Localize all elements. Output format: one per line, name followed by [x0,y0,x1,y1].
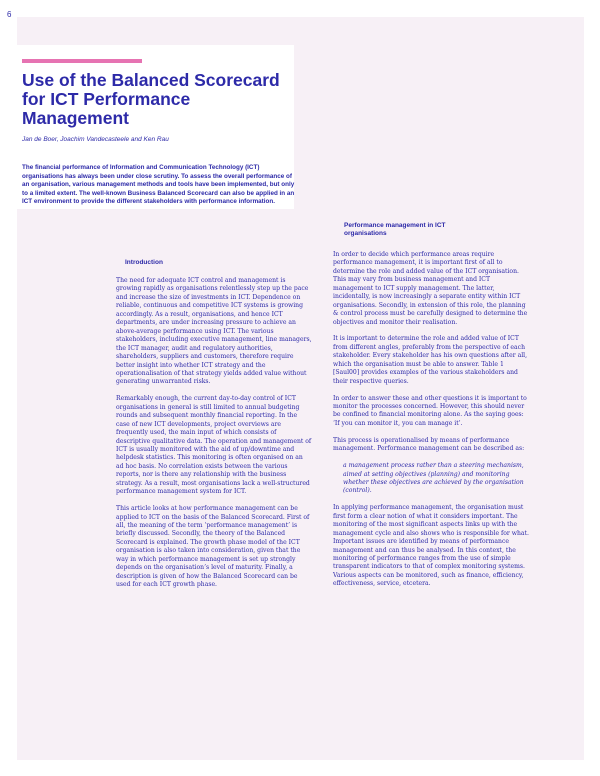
heading-performance-management: Performance management in ICT organisations [344,222,446,237]
perf-paragraph-5: In applying performance management, the organisation must first form a clear notion of what it considers important. The monitoring of the most significant aspects links up with the management cycle and also shows who is responsible for what. Important issues are identified by means of performance management and can thus be analysed. In this context, the monitoring of performance ranges from the use of simple transparent indicators to that of complex monitoring systems. Various aspects can be monitored, such as finance, efficiency, effectiveness, service, etcetera. [333,504,529,588]
page-number: 6 [7,10,12,19]
article-title: Use of the Balanced Scorecard for ICT Performance Management [22,70,280,128]
perf-paragraph-3: In order to answer these and other questions it is important to monitor the processes concerned. However, this should never be confined to financial monitoring alone. As the saying goes: ‘If you can monitor it, you can manage it’. [333,394,527,427]
article-authors: Jan de Boer, Joachim Vandecasteele and Ken Rau [22,136,169,143]
column-right [333,251,529,597]
perf-paragraph-4: This process is operationalised by means of performance management. Performance management can be described as: [333,436,525,453]
intro-paragraph-3: This article looks at how performance management can be applied to ICT on the basis of the Balanced Scorecard. First of all, the meaning of the term ‘performance management’ is briefly discussed. Secondly, the theory of the Balanced Scorecard is explained. The growth phase model of the ICT organisation is also taken into consideration, given that the way in which performance management is set up strongly depends on the organisation’s level of maturity. Finally, a description is given of how the Balanced Scorecard can be used for each ICT growth phase. [116,505,310,589]
definition-quote: a management process rather than a steering mechanism, aimed at setting objectives (planning) and monitoring whether these objectives are achieved by the organisation (control). [343,462,524,495]
column-left [116,277,312,598]
perf-paragraph-1: In order to decide which performance areas require performance management, it is important first of all to determine the role and added value of the ICT organisation. This may vary from business management and ICT management to ICT supply management. The latter, incidentally, is now increasingly a separate entity within ICT organisations. Secondly, in extension of this role, the planning & control process must be carefully designed to determine the objectives and monitor their realisation. [333,251,528,326]
title-accent-bar [22,59,142,63]
intro-paragraph-1: The need for adequate ICT control and management is growing rapidly as organisations relentlessly step up the pace and increase the size of investments in ICT. Dependence on reliable, continuous and competitive ICT systems is growing accordingly. As a result, organisations, and hence ICT departments, are under increasing pressure to achieve an above-average performance using ICT. The various stakeholders, including executive management, line managers, the ICT manager, audit and regulatory authorities, shareholders, suppliers and customers, therefore require better insight into whether ICT strategy and the operationalisation of that strategy yields added value without generating unwarranted risks. [116,277,312,386]
intro-paragraph-2: Remarkably enough, the current day-to-day control of ICT organisations in general is still limited to annual budgeting rounds and subsequent monthly financial reporting. In the case of new ICT developments, project overviews are frequently used, the main input of which consists of descriptive qualitative data. The operation and management of ICT is usually monitored with the aid of up/downtime and helpdesk statistics. This monitoring is often organised on an ad hoc basis. No correlation exists between the various reports, nor is there any relationship with the business strategy. As a result, most organisations lack a well-structured performance management system for ICT. [116,395,312,496]
heading-introduction: Introduction [125,259,163,266]
perf-paragraph-2: It is important to determine the role and added value of ICT from different angles, preferably from the perspective of each stakeholder. Every stakeholder has his own questions after all, which the organisation must be able to answer. Table 1 [Saul00] provides examples of the various stakeholders and their respective queries. [333,335,528,385]
article-abstract: The financial performance of Information and Communication Technology (ICT) organisations has always been under close scrutiny. To assess the overall performance of an organisation, various management methods and tools have been implemented, but only to a limited extent. The well-known Business Balanced Scorecard can also be applied in an ICT environment to provide the different stakeholders with performance information. [22,164,295,206]
